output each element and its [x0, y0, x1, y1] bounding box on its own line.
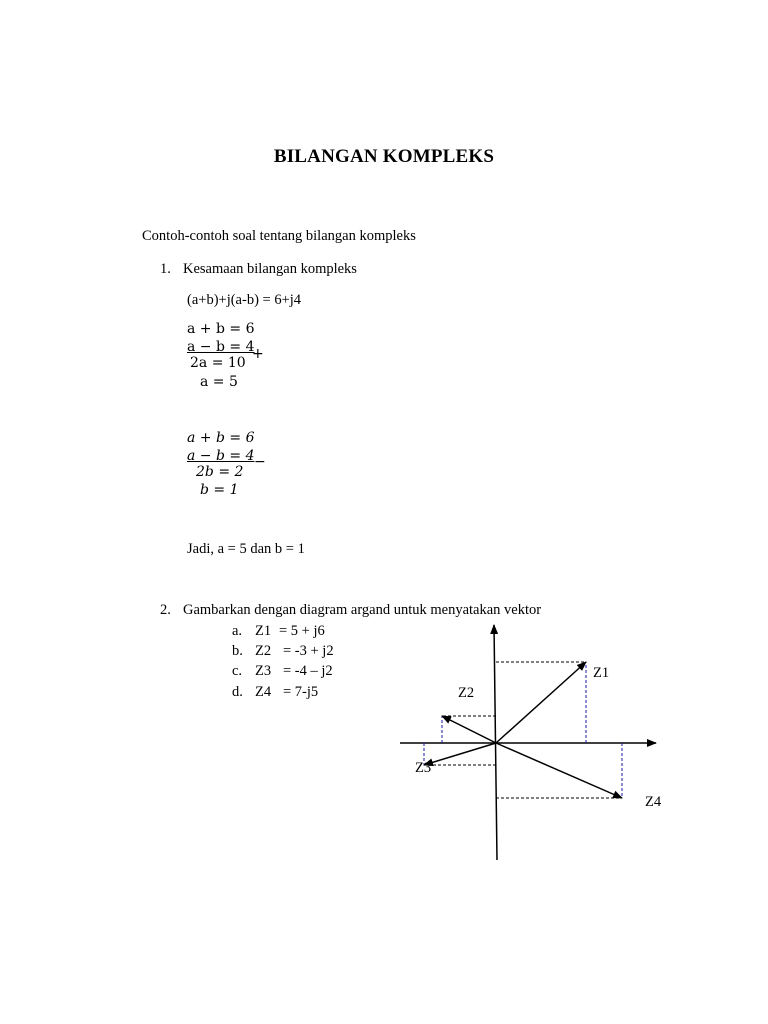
- section1-equation: (a+b)+j(a-b) = 6+j4: [187, 292, 302, 308]
- vector-z4: [496, 743, 622, 798]
- vector-z3: [424, 743, 496, 765]
- item-a-value: = 5 + j6: [279, 623, 325, 639]
- item-c-letter: c.: [232, 663, 243, 679]
- section1-conclusion: Jadi, a = 5 dan b = 1: [187, 541, 305, 557]
- section2-heading: Gambarkan dengan diagram argand untuk menyatakan vektor: [183, 602, 542, 618]
- vector-label-z4: Z4: [645, 794, 662, 810]
- page-title: BILANGAN KOMPLEKS: [273, 146, 495, 167]
- block-b-line4: b = 1: [200, 482, 239, 498]
- item-d-value: = 7-j5: [283, 684, 319, 700]
- block-b-line1: a + b = 6: [187, 430, 255, 446]
- vector-label-z3: Z3: [415, 760, 432, 776]
- vector-label-z1: Z1: [593, 665, 610, 681]
- block-b-line3: 2b = 2: [196, 464, 244, 480]
- block-b-operator: −: [254, 454, 266, 470]
- item-a-name: Z1: [255, 623, 272, 639]
- vector-z1: [496, 662, 586, 743]
- intro-text: Contoh-contoh soal tentang bilangan kompleks: [142, 228, 416, 244]
- block-b-line2: a − b = 4: [187, 448, 255, 464]
- item-b-value: = -3 + j2: [283, 643, 334, 659]
- vector-z2: [442, 716, 496, 743]
- block-a-line3: 2a = 10: [190, 355, 246, 371]
- section2-number: 2.: [160, 602, 171, 618]
- item-c-value: = -4 – j2: [283, 663, 333, 679]
- item-d-letter: d.: [232, 684, 243, 700]
- block-a-line1: a + b = 6: [187, 321, 255, 337]
- item-a-letter: a.: [232, 623, 243, 639]
- block-a-operator: +: [252, 346, 264, 362]
- item-b-letter: b.: [232, 643, 243, 659]
- item-c-name: Z3: [255, 663, 272, 679]
- item-d-name: Z4: [255, 684, 272, 700]
- block-a-line4: a = 5: [200, 374, 238, 390]
- block-a-line2: a − b = 4: [187, 339, 255, 355]
- vector-label-z2: Z2: [458, 685, 475, 701]
- section1-heading: Kesamaan bilangan kompleks: [183, 261, 357, 277]
- section1-number: 1.: [160, 261, 171, 277]
- item-b-name: Z2: [255, 643, 272, 659]
